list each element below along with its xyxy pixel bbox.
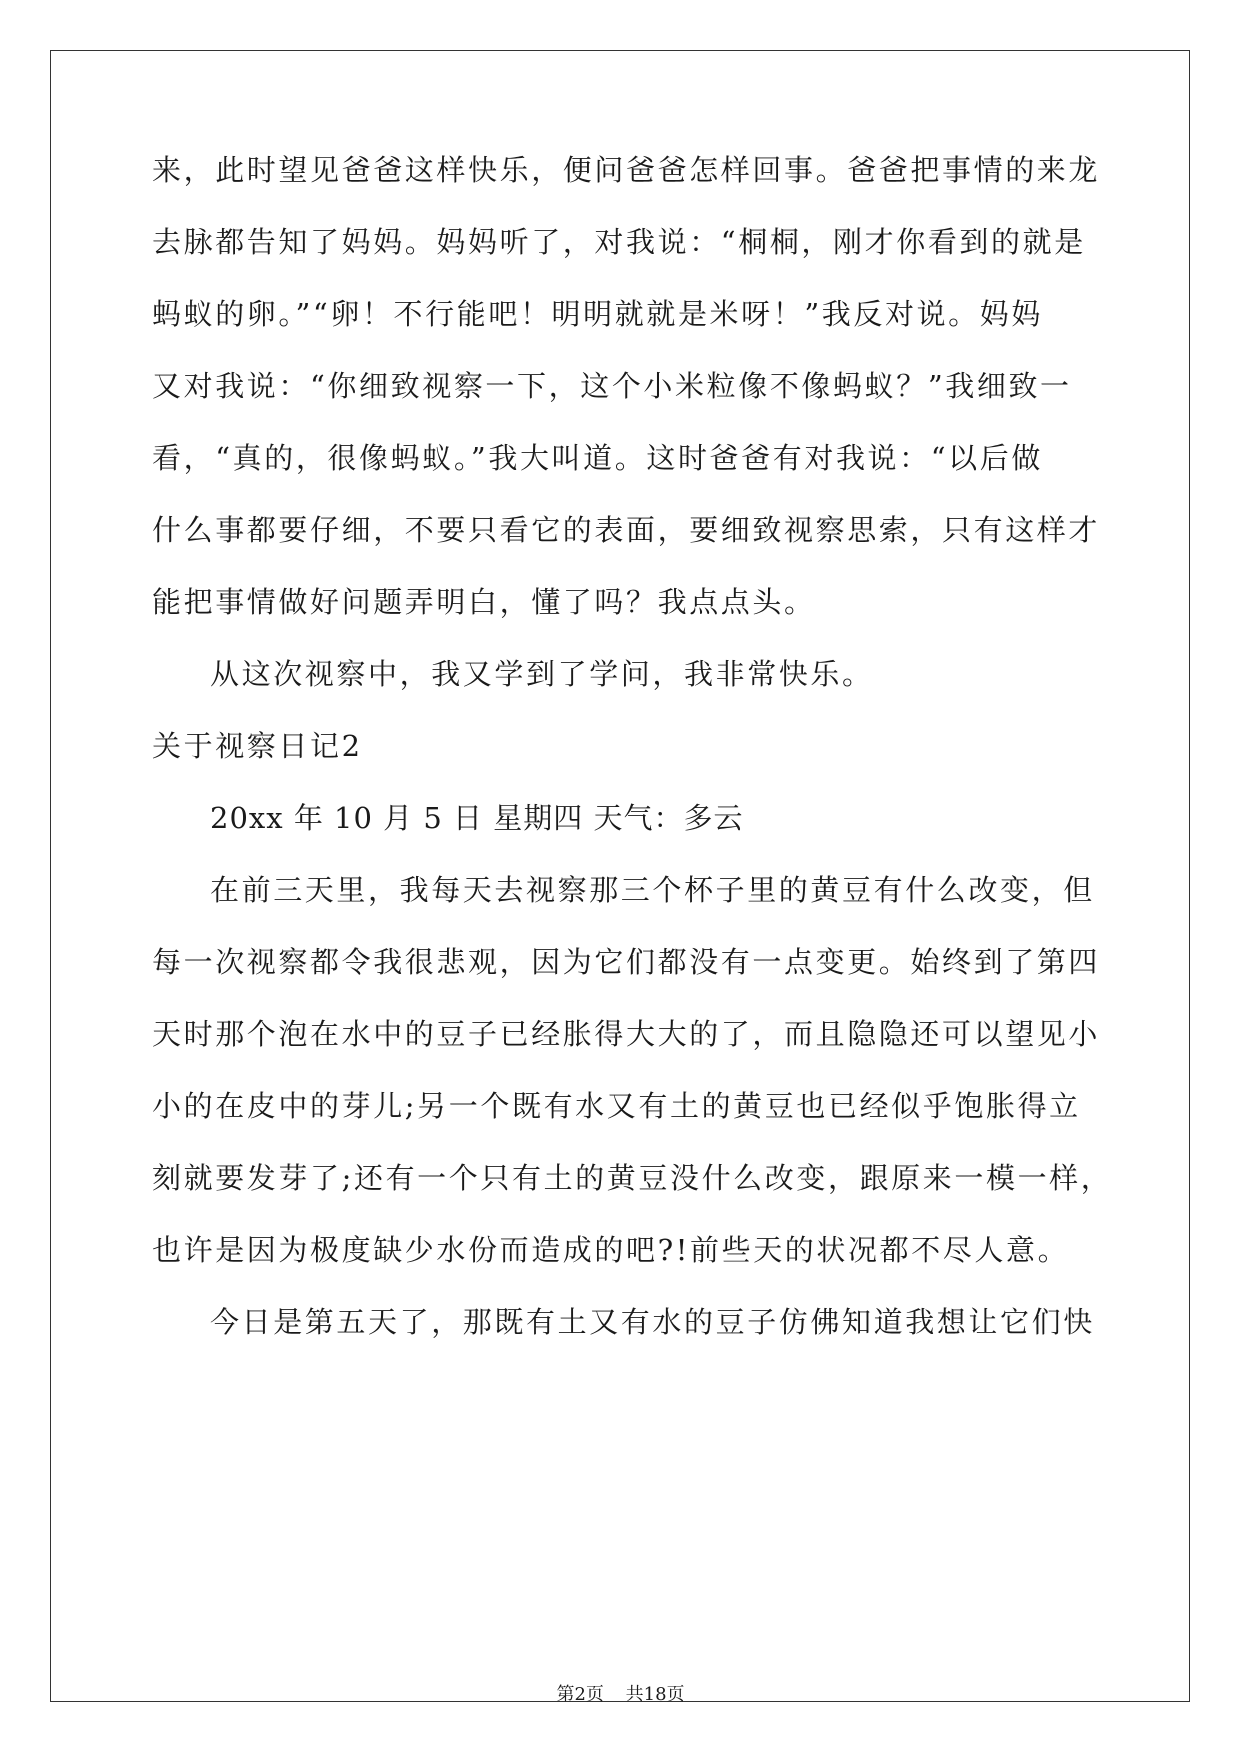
body-text-line-13: 天时那个泡在水中的豆子已经胀得大大的了，而且隐隐还可以望见小 — [152, 1017, 1101, 1051]
paragraph-closing: 从这次视察中，我又学到了学问，我非常快乐。 — [210, 657, 874, 691]
diary-date-line: 20xx 年 10 月 5 日 星期四 天气：多云 — [210, 801, 744, 835]
body-text-line-11: 在前三天里，我每天去视察那三个杯子里的黄豆有什么改变，但 — [210, 873, 1095, 907]
body-text-line-14: 小的在皮中的芽儿;另一个既有水又有土的黄豆也已经似乎饱胀得立 — [152, 1089, 1081, 1123]
page-footer — [0, 1684, 1241, 1706]
body-text-line-4: 又对我说：“你细致视察一下，这个小米粒像不像蚂蚁？”我细致一 — [152, 369, 1072, 403]
body-text-line-12: 每一次视察都令我很悲观，因为它们都没有一点变更。始终到了第四 — [152, 945, 1101, 979]
page-number: 第2页 — [556, 1684, 604, 1705]
section-heading: 关于视察日记2 — [152, 729, 363, 763]
body-text-line-17: 今日是第五天了，那既有土又有水的豆子仿佛知道我想让它们快 — [210, 1305, 1095, 1339]
body-text-line-16: 也许是因为极度缺少水份而造成的吧?!前些天的状况都不尽人意。 — [152, 1233, 1070, 1267]
body-text-line-15: 刻就要发芽了;还有一个只有土的黄豆没什么改变，跟原来一模一样， — [152, 1161, 1113, 1195]
body-text-line-1: 来，此时望见爸爸这样快乐，便问爸爸怎样回事。爸爸把事情的来龙 — [152, 153, 1101, 187]
body-text-line-5: 看，“真的，很像蚂蚁。”我大叫道。这时爸爸有对我说：“以后做 — [152, 441, 1043, 475]
body-text-line-2: 去脉都告知了妈妈。妈妈听了，对我说：“桐桐，刚才你看到的就是 — [152, 225, 1086, 259]
body-text-line-7: 能把事情做好问题弄明白，懂了吗？我点点头。 — [152, 585, 816, 619]
body-text-line-6: 什么事都要仔细，不要只看它的表面，要细致视察思索，只有这样才 — [152, 513, 1101, 547]
page-total: 共18页 — [625, 1684, 685, 1705]
body-text-line-3: 蚂蚁的卵。”“卵！不行能吧！明明就就是米呀！”我反对说。妈妈 — [152, 297, 1043, 331]
